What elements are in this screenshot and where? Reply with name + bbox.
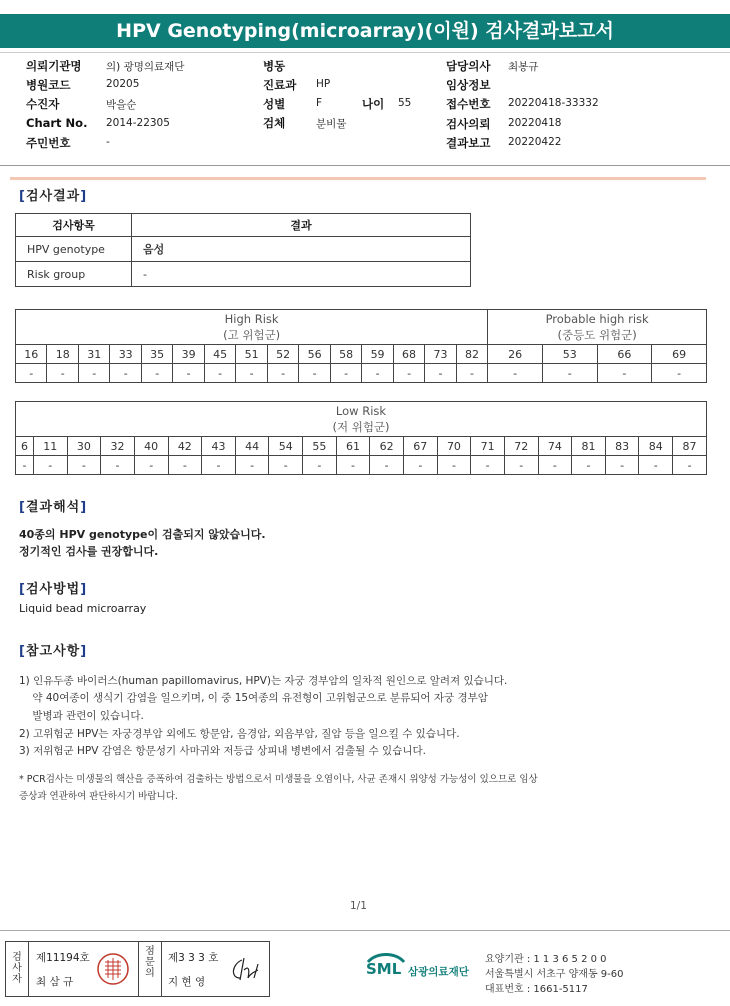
genotype-result-cell: - xyxy=(597,364,652,383)
reviewer-label: 점 문 의 xyxy=(145,946,155,979)
signature-box xyxy=(5,941,270,997)
age-value: 55 xyxy=(398,97,412,109)
genotype-result-cell: - xyxy=(471,456,505,475)
genotype-cell: 16 xyxy=(16,345,47,364)
result-item-cell: Risk group xyxy=(16,262,132,287)
genotype-result-cell: - xyxy=(202,456,236,475)
notes-section-title: [참고사항] xyxy=(19,644,88,659)
resident-no-label: 주민번호 xyxy=(26,136,71,150)
logo-text: SML xyxy=(366,960,402,978)
handwritten-signature xyxy=(228,954,264,984)
genotype-result-cell: - xyxy=(235,456,269,475)
genotype-result-cell: - xyxy=(168,456,202,475)
genotype-result-cell: - xyxy=(33,456,67,475)
dept-value: HP xyxy=(316,78,331,90)
genotype-cell: 81 xyxy=(572,437,606,456)
low-risk-header: Low Risk (저 위험군) xyxy=(16,402,707,437)
sex-label: 성별 xyxy=(263,97,286,111)
phone: 대표번호 : 1661-5117 xyxy=(485,984,588,995)
genotype-result-cell: - xyxy=(16,364,47,383)
genotype-result-cell: - xyxy=(101,456,135,475)
institution-label: 의뢰기관명 xyxy=(26,59,82,73)
genotype-result-cell: - xyxy=(303,456,337,475)
genotype-result-cell: - xyxy=(141,364,172,383)
low-risk-table xyxy=(15,401,707,475)
genotype-cell: 54 xyxy=(269,437,303,456)
genotype-result-cell: - xyxy=(425,364,456,383)
genotype-cell: 61 xyxy=(336,437,370,456)
chart-no-label: Chart No. xyxy=(26,116,88,130)
footnote-line: * PCR검사는 미생물의 핵산을 증폭하여 검출하는 방법으로서 미생물을 오염이나, 사균 존재시 위양성 가능성이 있으므로 임상 xyxy=(19,774,538,785)
genotype-result-cell: - xyxy=(173,364,204,383)
high-risk-table xyxy=(15,309,707,383)
genotype-cell: 42 xyxy=(168,437,202,456)
genotype-cell: 73 xyxy=(425,345,456,364)
genotype-cell: 62 xyxy=(370,437,404,456)
genotype-result-cell: - xyxy=(269,456,303,475)
genotype-result-cell: - xyxy=(67,456,101,475)
specimen-label: 검체 xyxy=(263,116,286,130)
receipt-no-value: 20220418-33332 xyxy=(508,97,599,109)
genotype-cell: 68 xyxy=(393,345,424,364)
nursing-code: 요양기관 : 1 1 3 6 5 2 0 0 xyxy=(485,954,607,965)
results-section-title: [검사결과] xyxy=(19,189,88,204)
note-line: 약 40여종이 생식기 감염을 일으키며, 이 중 15여종의 유전형이 고위험군으로 분류되어 자궁 경부암 xyxy=(19,692,488,704)
specimen-value: 분비물 xyxy=(316,118,347,130)
table-row xyxy=(16,237,471,262)
result-value-cell: - xyxy=(132,262,471,287)
genotype-cell: 30 xyxy=(67,437,101,456)
genotype-result-cell: - xyxy=(639,456,673,475)
genotype-result-cell: - xyxy=(204,364,235,383)
genotype-result-cell: - xyxy=(437,456,471,475)
high-risk-header: High Risk (고 위험군) xyxy=(16,310,488,345)
genotype-result-cell: - xyxy=(542,364,597,383)
ward-label: 병동 xyxy=(263,59,286,73)
examiner-label: 검 사 자 xyxy=(12,952,22,985)
doctor-label: 담당의사 xyxy=(446,59,491,73)
examiner-name: 최 삼 규 xyxy=(36,976,74,988)
genotype-result-cell: - xyxy=(538,456,572,475)
genotype-cell: 44 xyxy=(235,437,269,456)
genotype-result-cell: - xyxy=(393,364,424,383)
reviewer-name: 지 현 영 xyxy=(168,976,206,988)
genotype-cell: 69 xyxy=(652,345,707,364)
col-header-item: 검사항목 xyxy=(16,214,132,237)
page-number: 1/1 xyxy=(350,900,367,912)
genotype-result-cell: - xyxy=(236,364,267,383)
genotype-cell: 35 xyxy=(141,345,172,364)
result-value-cell: 음성 xyxy=(132,237,471,262)
section-divider xyxy=(10,177,706,180)
genotype-cell: 70 xyxy=(437,437,471,456)
dept-label: 진료과 xyxy=(263,78,297,92)
genotype-cell: 6 xyxy=(16,437,34,456)
request-date-value: 20220418 xyxy=(508,117,562,129)
hospital-code-value: 20205 xyxy=(106,78,140,90)
probable-high-risk-header: Probable high risk (중등도 위험군) xyxy=(488,310,707,345)
genotype-cell: 45 xyxy=(204,345,235,364)
examiner-license-no: 제11194호 xyxy=(36,952,90,964)
results-table xyxy=(15,213,471,287)
footer-divider xyxy=(0,930,730,931)
address: 서울특별시 서초구 양재동 9-60 xyxy=(485,969,624,980)
genotype-result-cell: - xyxy=(673,456,707,475)
genotype-cell: 84 xyxy=(639,437,673,456)
request-date-label: 검사의뢰 xyxy=(446,117,491,131)
genotype-cell: 32 xyxy=(101,437,135,456)
genotype-result-cell: - xyxy=(362,364,393,383)
genotype-result-cell: - xyxy=(504,456,538,475)
collector-label: 수진자 xyxy=(26,97,60,111)
genotype-cell: 11 xyxy=(33,437,67,456)
genotype-cell: 53 xyxy=(542,345,597,364)
genotype-cell: 83 xyxy=(605,437,639,456)
org-name: 삼광의료재단 xyxy=(408,966,469,978)
genotype-cell: 87 xyxy=(673,437,707,456)
note-line: 발병과 관련이 있습니다. xyxy=(19,710,144,722)
seal-stamp xyxy=(96,952,130,986)
genotype-cell: 39 xyxy=(173,345,204,364)
chart-no-value: 2014-22305 xyxy=(106,117,170,129)
genotype-cell: 71 xyxy=(471,437,505,456)
institution-value: 의) 광명의료재단 xyxy=(106,61,185,73)
report-title: HPV Genotyping(microarray)(이원) 검사결과보고서 xyxy=(0,14,730,48)
reviewer-license-no: 제3 3 3 호 xyxy=(168,952,219,964)
table-row xyxy=(16,262,471,287)
note-line: 3) 저위험군 HPV 감염은 항문성기 사마귀와 저등급 상피내 병변에서 검출될 수 있습니다. xyxy=(19,745,426,757)
interpretation-line-2: 정기적인 검사를 권장합니다. xyxy=(19,545,159,558)
col-header-result: 결과 xyxy=(132,214,471,237)
resident-no-value: - xyxy=(106,136,110,148)
genotype-result-cell: - xyxy=(370,456,404,475)
genotype-cell: 33 xyxy=(110,345,141,364)
clinical-info-label: 임상정보 xyxy=(446,78,491,92)
genotype-cell: 31 xyxy=(78,345,109,364)
genotype-result-cell: - xyxy=(78,364,109,383)
genotype-cell: 55 xyxy=(303,437,337,456)
genotype-cell: 26 xyxy=(488,345,543,364)
genotype-result-cell: - xyxy=(47,364,78,383)
genotype-cell: 59 xyxy=(362,345,393,364)
hospital-code-label: 병원코드 xyxy=(26,78,71,92)
genotype-result-cell: - xyxy=(134,456,168,475)
genotype-cell: 58 xyxy=(330,345,361,364)
genotype-result-cell: - xyxy=(605,456,639,475)
note-line: 1) 인유두종 바이러스(human papillomavirus, HPV)는 자궁 경부암의 일차적 원인으로 알려져 있습니다. xyxy=(19,675,508,687)
collector-value: 박을순 xyxy=(106,99,137,111)
receipt-no-label: 접수번호 xyxy=(446,97,491,111)
patient-info-header xyxy=(0,52,730,166)
interpretation-section-title: [결과해석] xyxy=(19,500,88,515)
age-label: 나이 xyxy=(362,97,385,111)
genotype-cell: 40 xyxy=(134,437,168,456)
doctor-value: 최봉규 xyxy=(508,61,539,73)
genotype-result-cell: - xyxy=(572,456,606,475)
genotype-cell: 52 xyxy=(267,345,298,364)
result-item-cell: HPV genotype xyxy=(16,237,132,262)
method-section-title: [검사방법] xyxy=(19,582,88,597)
note-line: 2) 고위험군 HPV는 자궁경부암 외에도 항문암, 음경암, 외음부암, 질암 등을 일으킬 수 있습니다. xyxy=(19,728,460,740)
genotype-cell: 18 xyxy=(47,345,78,364)
footnote-line: 증상과 연관하여 판단하시기 바랍니다. xyxy=(19,791,178,802)
genotype-result-cell: - xyxy=(110,364,141,383)
genotype-result-cell: - xyxy=(336,456,370,475)
genotype-row xyxy=(16,437,707,456)
report-date-label: 결과보고 xyxy=(446,136,491,150)
sex-value: F xyxy=(316,97,323,109)
genotype-result-cell: - xyxy=(403,456,437,475)
genotype-cell: 66 xyxy=(597,345,652,364)
genotype-result-cell: - xyxy=(652,364,707,383)
genotype-cell: 43 xyxy=(202,437,236,456)
genotype-cell: 67 xyxy=(403,437,437,456)
report-date-value: 20220422 xyxy=(508,136,562,148)
interpretation-line-1: 40종의 HPV genotype이 검출되지 않았습니다. xyxy=(19,528,266,541)
genotype-cell: 51 xyxy=(236,345,267,364)
genotype-cell: 72 xyxy=(504,437,538,456)
genotype-result-cell: - xyxy=(456,364,487,383)
result-row xyxy=(16,456,707,475)
genotype-result-cell: - xyxy=(267,364,298,383)
method-text: Liquid bead microarray xyxy=(19,602,147,615)
genotype-cell: 56 xyxy=(299,345,330,364)
result-row xyxy=(16,364,707,383)
genotype-cell: 82 xyxy=(456,345,487,364)
genotype-result-cell: - xyxy=(299,364,330,383)
genotype-result-cell: - xyxy=(16,456,34,475)
genotype-cell: 74 xyxy=(538,437,572,456)
genotype-result-cell: - xyxy=(330,364,361,383)
genotype-result-cell: - xyxy=(488,364,543,383)
genotype-row xyxy=(16,345,707,364)
